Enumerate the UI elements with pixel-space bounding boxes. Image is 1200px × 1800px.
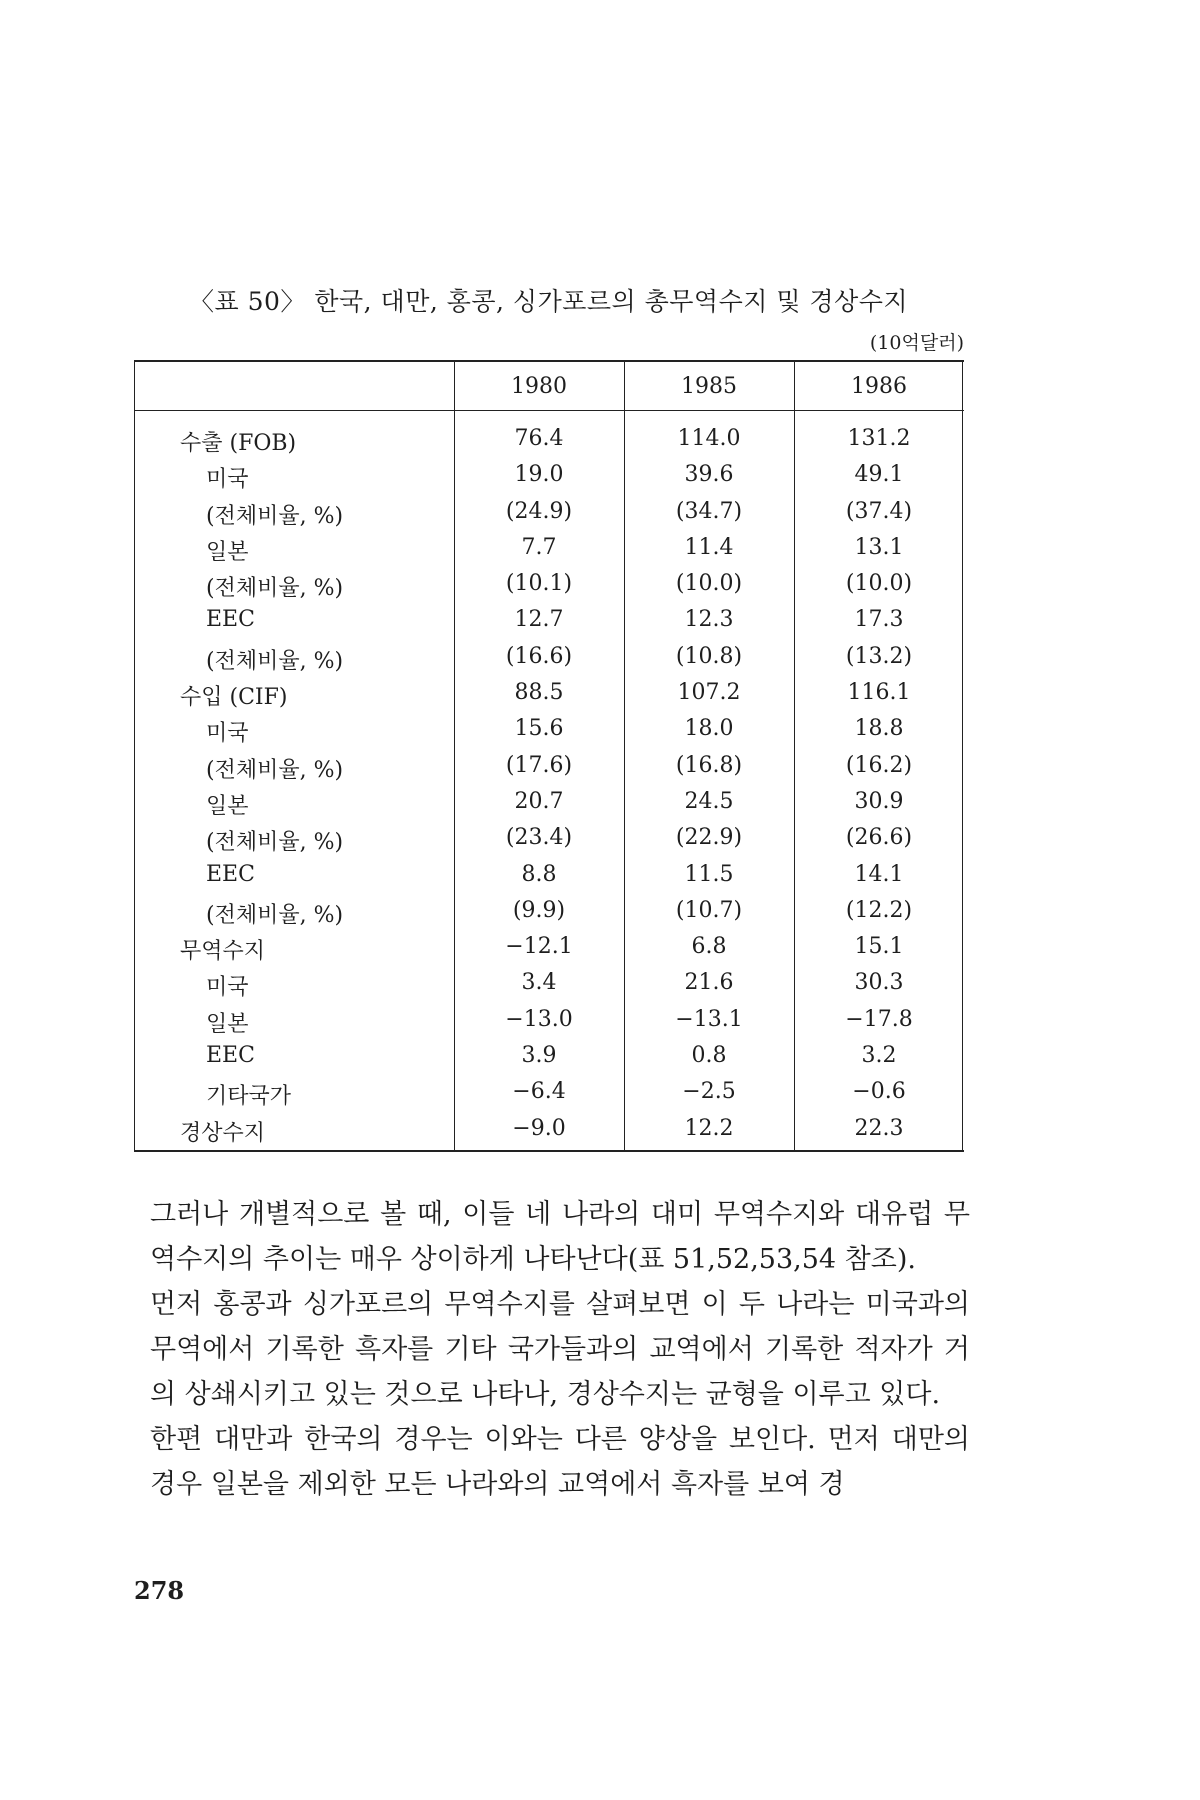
table-cell: (22.9)	[675, 825, 743, 851]
table-cell: (26.6)	[845, 825, 913, 851]
table-row	[134, 603, 964, 639]
row-label: 일본	[206, 1011, 249, 1037]
table-cell: 30.9	[854, 788, 904, 814]
table-cell: −9.0	[512, 1115, 566, 1141]
row-label: 경상수지	[180, 1120, 266, 1146]
table-cell: −2.5	[682, 1079, 736, 1105]
table-row	[134, 1112, 964, 1148]
table-cell: 114.0	[677, 426, 741, 451]
table-cell: (12.2)	[845, 897, 913, 923]
table-cell: −6.4	[512, 1079, 566, 1105]
column-header-1985: 1985	[681, 374, 737, 399]
table-cell: 11.4	[684, 534, 734, 560]
table-cell: 6.8	[691, 934, 727, 960]
table-body	[134, 422, 964, 1148]
table-cell: 7.7	[521, 534, 557, 560]
table-cell: 18.0	[684, 716, 734, 742]
table-cell: 20.7	[514, 788, 564, 814]
table-cell: 8.8	[521, 861, 557, 887]
paragraph: 먼저 홍콩과 싱가포르의 무역수지를 살펴보면 이 두 나라는 미국과의 무역에서 기록한 흑자를 기타 국가들과의 교역에서 기록한 적자가 거의 상쇄시키고 있는 것으로 나타나, 경상수지는 균형을 이루고 있다.	[150, 1289, 970, 1410]
paragraph: 그러나 개별적으로 볼 때, 이들 네 나라의 대미 무역수지와 대유럽 무역수지의 추이는 매우 상이하게 나타난다(표 51,52,53,54 참조).	[150, 1199, 970, 1275]
table-cell: −13.1	[675, 1006, 743, 1032]
table-row	[134, 894, 964, 930]
table-cell: (34.7)	[675, 498, 743, 524]
table-cell: (10.7)	[675, 897, 743, 923]
paragraph: 한편 대만과 한국의 경우는 이와는 다른 양상을 보인다. 먼저 대만의 경우 일본을 제외한 모든 나라와의 교역에서 흑자를 보여 경	[150, 1424, 970, 1500]
table-cell: (16.6)	[505, 643, 573, 669]
column-header-1986: 1986	[851, 374, 907, 399]
row-label: (전체비율, %)	[206, 902, 344, 928]
table-cell: 30.3	[854, 970, 904, 996]
table-row	[134, 821, 964, 857]
table-cell: 12.7	[514, 607, 564, 633]
row-label: 일본	[206, 793, 249, 819]
table-cell: 22.3	[854, 1115, 904, 1141]
table-cell: −12.1	[505, 934, 573, 960]
table-cell: 12.2	[684, 1115, 734, 1141]
table-row	[134, 495, 964, 531]
body-text	[150, 1192, 970, 1507]
table-cell: 0.8	[691, 1043, 727, 1069]
table-cell: (16.8)	[675, 752, 743, 778]
table-header-rule	[134, 410, 964, 411]
table-cell: (16.2)	[845, 752, 913, 778]
table-cell: −17.8	[845, 1006, 913, 1032]
table-cell: 18.8	[854, 716, 904, 742]
table-row	[134, 1003, 964, 1039]
table-row	[134, 531, 964, 567]
table-cell: 3.2	[861, 1043, 897, 1069]
row-label: EEC	[206, 861, 255, 887]
table-row	[134, 1075, 964, 1111]
table-cell: (10.8)	[675, 643, 743, 669]
table-cell: 107.2	[677, 680, 741, 706]
table-row	[134, 858, 964, 894]
row-label: 수입 (CIF)	[180, 685, 288, 711]
table-row	[134, 1039, 964, 1075]
row-label: (전체비율, %)	[206, 830, 344, 856]
row-label: 미국	[206, 721, 249, 747]
table-cell: 24.5	[684, 788, 734, 814]
column-header-1980: 1980	[511, 374, 567, 399]
table-cell: (23.4)	[505, 825, 573, 851]
row-label: 기타국가	[206, 1084, 292, 1110]
row-label: (전체비율, %)	[206, 757, 344, 783]
table-row	[134, 458, 964, 494]
trade-balance-table	[134, 360, 964, 1154]
row-label: (전체비율, %)	[206, 576, 344, 602]
table-row	[134, 930, 964, 966]
page-number: 278	[134, 1576, 185, 1605]
table-cell: 39.6	[684, 462, 734, 488]
table-row	[134, 785, 964, 821]
table-cell: 11.5	[684, 861, 734, 887]
table-cell: 3.9	[521, 1043, 557, 1069]
table-cell: (10.0)	[845, 571, 913, 597]
table-cell: (37.4)	[845, 498, 913, 524]
table-row	[134, 422, 964, 458]
row-label: EEC	[206, 607, 255, 633]
table-cell: (17.6)	[505, 752, 573, 778]
table-row	[134, 966, 964, 1002]
table-cell: 88.5	[514, 680, 564, 706]
row-label: 수출 (FOB)	[180, 431, 297, 456]
table-row	[134, 640, 964, 676]
table-cell: 21.6	[684, 970, 734, 996]
table-unit: (10억달러)	[869, 332, 964, 354]
table-row	[134, 567, 964, 603]
table-row	[134, 749, 964, 785]
row-label: 무역수지	[180, 939, 266, 965]
table-cell: 19.0	[514, 462, 564, 488]
row-label: (전체비율, %)	[206, 503, 344, 529]
table-cell: 15.1	[854, 934, 904, 960]
table-cell: (9.9)	[512, 897, 566, 923]
table-cell: 3.4	[521, 970, 557, 996]
row-label: 미국	[206, 467, 249, 493]
table-cell: −13.0	[505, 1006, 573, 1032]
table-cell: 13.1	[854, 534, 904, 560]
row-label: (전체비율, %)	[206, 648, 344, 674]
table-caption: 〈표 50〉 한국, 대만, 홍콩, 싱가포르의 총무역수지 및 경상수지	[189, 287, 909, 316]
table-cell: −0.6	[852, 1079, 906, 1105]
table-cell: (24.9)	[505, 498, 573, 524]
row-label: EEC	[206, 1043, 255, 1069]
row-label: 일본	[206, 539, 249, 565]
table-cell: 49.1	[854, 462, 904, 488]
table-cell: 76.4	[514, 426, 564, 451]
table-cell: (10.0)	[675, 571, 743, 597]
table-row	[134, 676, 964, 712]
table-top-rule	[134, 360, 964, 362]
table-cell: (10.1)	[505, 571, 573, 597]
table-row	[134, 712, 964, 748]
table-bottom-rule	[134, 1150, 964, 1152]
row-label: 미국	[206, 975, 249, 1001]
table-cell: 14.1	[854, 861, 904, 887]
table-cell: 131.2	[847, 426, 911, 451]
table-cell: (13.2)	[845, 643, 913, 669]
table-cell: 15.6	[514, 716, 564, 742]
table-cell: 17.3	[854, 607, 904, 633]
table-cell: 116.1	[847, 680, 911, 706]
table-cell: 12.3	[684, 607, 734, 633]
